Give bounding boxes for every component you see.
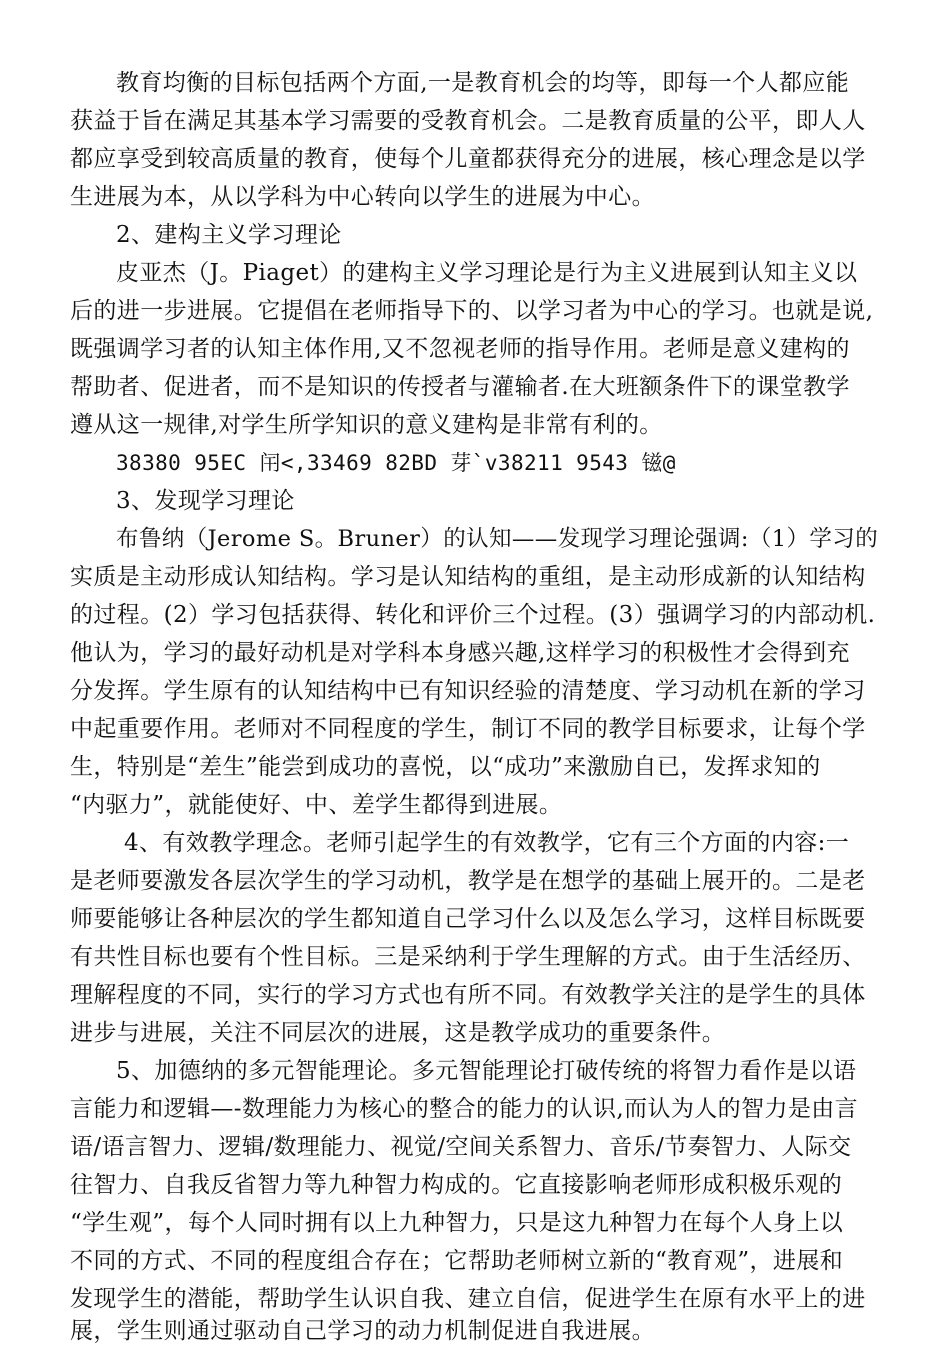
text-line: 有共性目标也要有个性目标。三是采纳利于学生理解的方式。由于生活经历、 <box>70 944 866 970</box>
text-line: 生进展为本，从以学科为中心转向以学生的进展为中心。 <box>70 184 655 210</box>
text-line: “内驱力”，就能使好、中、差学生都得到进展。 <box>70 792 563 818</box>
text-line: 的过程。(2）学习包括获得、转化和评价三个过程。(3）强调学习的内部动机. <box>70 602 876 628</box>
text-line: 发现学生的潜能，帮助学生认识自我、建立自信，促进学生在原有水平上的进 <box>70 1286 866 1312</box>
text-line: 往智力、自我反省智力等九种智力构成的。它直接影响老师形成积极乐观的 <box>70 1172 843 1198</box>
text-line: 获益于旨在满足其基本学习需要的受教育机会。二是教育质量的公平，即人人 <box>70 108 866 134</box>
text-line: 布鲁纳（Jerome S。Bruner）的认知——发现学习理论强调:（1）学习的 <box>116 526 879 552</box>
text-line: 师要能够让各种层次的学生都知道自己学习什么以及怎么学习，这样目标既要 <box>70 906 866 932</box>
text-line: 既强调学习者的认知主体作用,又不忽视老师的指导作用。老师是意义建构的 <box>70 336 850 362</box>
text-line: “学生观”，每个人同时拥有以上九种智力，只是这九种智力在每个人身上以 <box>70 1210 844 1236</box>
text-line: 分发挥。学生原有的认知结构中已有知识经验的清楚度、学习动机在新的学习 <box>70 678 866 704</box>
text-line: 进步与进展，关注不同层次的进展，这是教学成功的重要条件。 <box>70 1020 726 1046</box>
text-line: 他认为，学习的最好动机是对学科本身感兴趣,这样学习的积极性才会得到充 <box>70 640 850 666</box>
text-line: 生，特别是“差生”能尝到成功的喜悦，以“成功”来激励自已，发挥求知的 <box>70 754 821 780</box>
section-heading: 3、发现学习理论 <box>116 488 295 514</box>
text-line: 中起重要作用。老师对不同程度的学生，制订不同的教学目标要求，让每个学 <box>70 716 866 742</box>
text-line: 后的进一步进展。它提倡在老师指导下的、以学习者为中心的学习。也就是说, <box>70 298 874 324</box>
text-line: 展，学生则通过驱动自己学习的动力机制促进自我进展。 <box>70 1318 655 1344</box>
section-heading: 2、建构主义学习理论 <box>116 222 342 248</box>
text-line: 不同的方式、不同的程度组合存在；它帮助老师树立新的“教育观”，进展和 <box>70 1248 844 1274</box>
text-line: 都应享受到较高质量的教育，使每个儿童都获得充分的进展，核心理念是以学 <box>70 146 866 172</box>
text-line: 皮亚杰（J。Piaget）的建构主义学习理论是行为主义进展到认知主义以 <box>116 260 858 286</box>
text-line: 帮助者、促进者，而不是知识的传授者与灌输者.在大班额条件下的课堂教学 <box>70 374 850 400</box>
text-line: 5、加德纳的多元智能理论。多元智能理论打破传统的将智力看作是以语 <box>116 1058 857 1084</box>
text-line: 教育均衡的目标包括两个方面,一是教育机会的均等，即每一个人都应能 <box>116 70 850 96</box>
garbled-code-line: 38380 95EC 闬<,33469 82BD 芽`v38211 9543 镃@ <box>116 451 676 475</box>
text-line: 4、有效教学理念。老师引起学生的有效教学，它有三个方面的内容:一 <box>124 830 850 856</box>
text-line: 是老师要激发各层次学生的学习动机，教学是在想学的基础上展开的。二是老 <box>70 868 866 894</box>
text-line: 实质是主动形成认知结构。学习是认知结构的重组，是主动形成新的认知结构 <box>70 564 866 590</box>
text-line: 遵从这一规律,对学生所学知识的意义建构是非常有利的。 <box>70 412 663 438</box>
text-line: 理解程度的不同，实行的学习方式也有所不同。有效教学关注的是学生的具体 <box>70 982 866 1008</box>
text-line: 言能力和逻辑—-数理能力为核心的整合的能力的认识,而认为人的智力是由言 <box>70 1096 859 1122</box>
text-line: 语/语言智力、逻辑/数理能力、视觉/空间关系智力、音乐/节奏智力、人际交 <box>70 1134 852 1160</box>
